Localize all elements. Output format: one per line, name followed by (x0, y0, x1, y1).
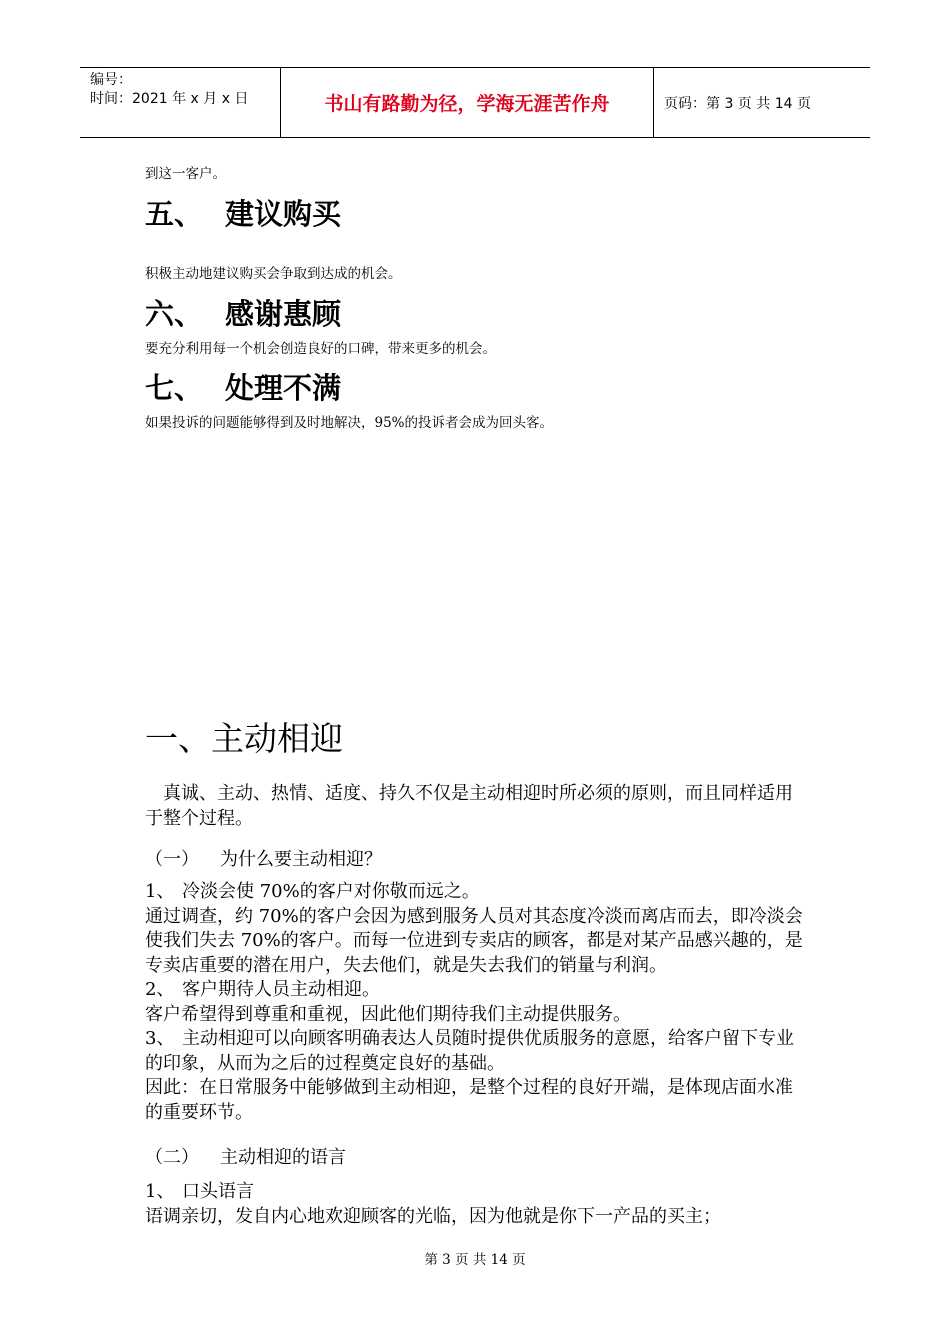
item-2-number: 2、 (145, 979, 175, 1000)
item-1-title: 冷淡会使 70%的客户对你敬而远之。 (182, 881, 480, 902)
item-2-title: 客户期待人员主动相迎。 (182, 979, 380, 1000)
conclusion-text: 因此：在日常服务中能够做到主动相迎，是整个过程的良好开端，是体现店面水准的重要环节。 (145, 1077, 793, 1123)
carry-over-text: 到这一客户。 (145, 166, 226, 182)
item-4-title: 口头语言 (182, 1181, 254, 1202)
page-footer: 第 3 页 共 14 页 (424, 1252, 526, 1268)
page-header-table (80, 67, 870, 138)
header-motto: 书山有路勤为径，学海无涯苦作舟 (281, 68, 654, 137)
item-1-text: 通过调查，约 70%的客户会因为感到服务人员对其态度冷淡而离店而去，即冷淡会使我们失去 70%的客户。而每一位进到专卖店的顾客，都是对某产品感兴趣的，是专卖店重要的潜在用户，失去他们，就是失去我们的销量与利润。 (145, 905, 803, 976)
item-3-title: 主动相迎可以向顾客明确表达人员随时提供优质服务的意愿，给客户留下专业的印象，从而为之后的过程奠定良好的基础。 (145, 1028, 794, 1074)
item-3-number: 3、 (145, 1028, 175, 1049)
section-5-number: 五、 (145, 197, 204, 231)
item-1-heading (145, 880, 810, 905)
item-4-heading (145, 1180, 810, 1205)
subsection-1-heading (145, 845, 382, 871)
header-left-cell (80, 68, 281, 137)
subsection-2-heading (145, 1143, 346, 1169)
section-6-text: 要充分利用每一个机会创造良好的口碑，带来更多的机会。 (145, 341, 496, 357)
subsection-2-number: （二） (145, 1147, 199, 1168)
section-7-text: 如果投诉的问题能够得到及时地解决，95%的投诉者会成为回头客。 (145, 415, 554, 431)
subsection-2-title: 主动相迎的语言 (220, 1147, 346, 1168)
item-4-block (145, 1180, 810, 1229)
item-1-block (145, 880, 810, 1125)
section-6-number: 六、 (145, 297, 204, 331)
section-7-title: 处理不满 (225, 371, 342, 405)
section-5-text: 积极主动地建议购买会争取到达成的机会。 (145, 266, 402, 282)
section-6-heading (145, 292, 341, 333)
item-4-number: 1、 (145, 1181, 175, 1202)
intro-paragraph: 真诚、主动、热情、适度、持久不仅是主动相迎时所必须的原则，而且同样适用于整个过程。 (145, 783, 793, 829)
item-2-text: 客户希望得到尊重和重视，因此他们期待我们主动提供服务。 (145, 1003, 631, 1025)
date-label: 时间：2021 年 x 月 x 日 (90, 91, 249, 107)
subsection-1-number: （一） (145, 849, 199, 870)
subsection-1-title: 为什么要主动相迎？ (220, 849, 382, 870)
section-5-heading (145, 192, 341, 233)
section-5-title: 建议购买 (225, 197, 342, 231)
serial-label: 编号： (90, 72, 132, 88)
section-7-number: 七、 (145, 371, 204, 405)
item-1-number: 1、 (145, 881, 175, 902)
section-7-heading (145, 366, 341, 407)
item-3-heading (145, 1027, 810, 1076)
item-4-text: 语调亲切，发自内心地欢迎顾客的光临，因为他就是你下一产品的买主； (145, 1205, 721, 1227)
main-heading: 一、主动相迎 (145, 719, 343, 758)
section-6-title: 感谢惠顾 (225, 297, 342, 331)
header-page-number: 页码：第 3 页 共 14 页 (664, 95, 811, 112)
item-2-heading (145, 978, 810, 1003)
